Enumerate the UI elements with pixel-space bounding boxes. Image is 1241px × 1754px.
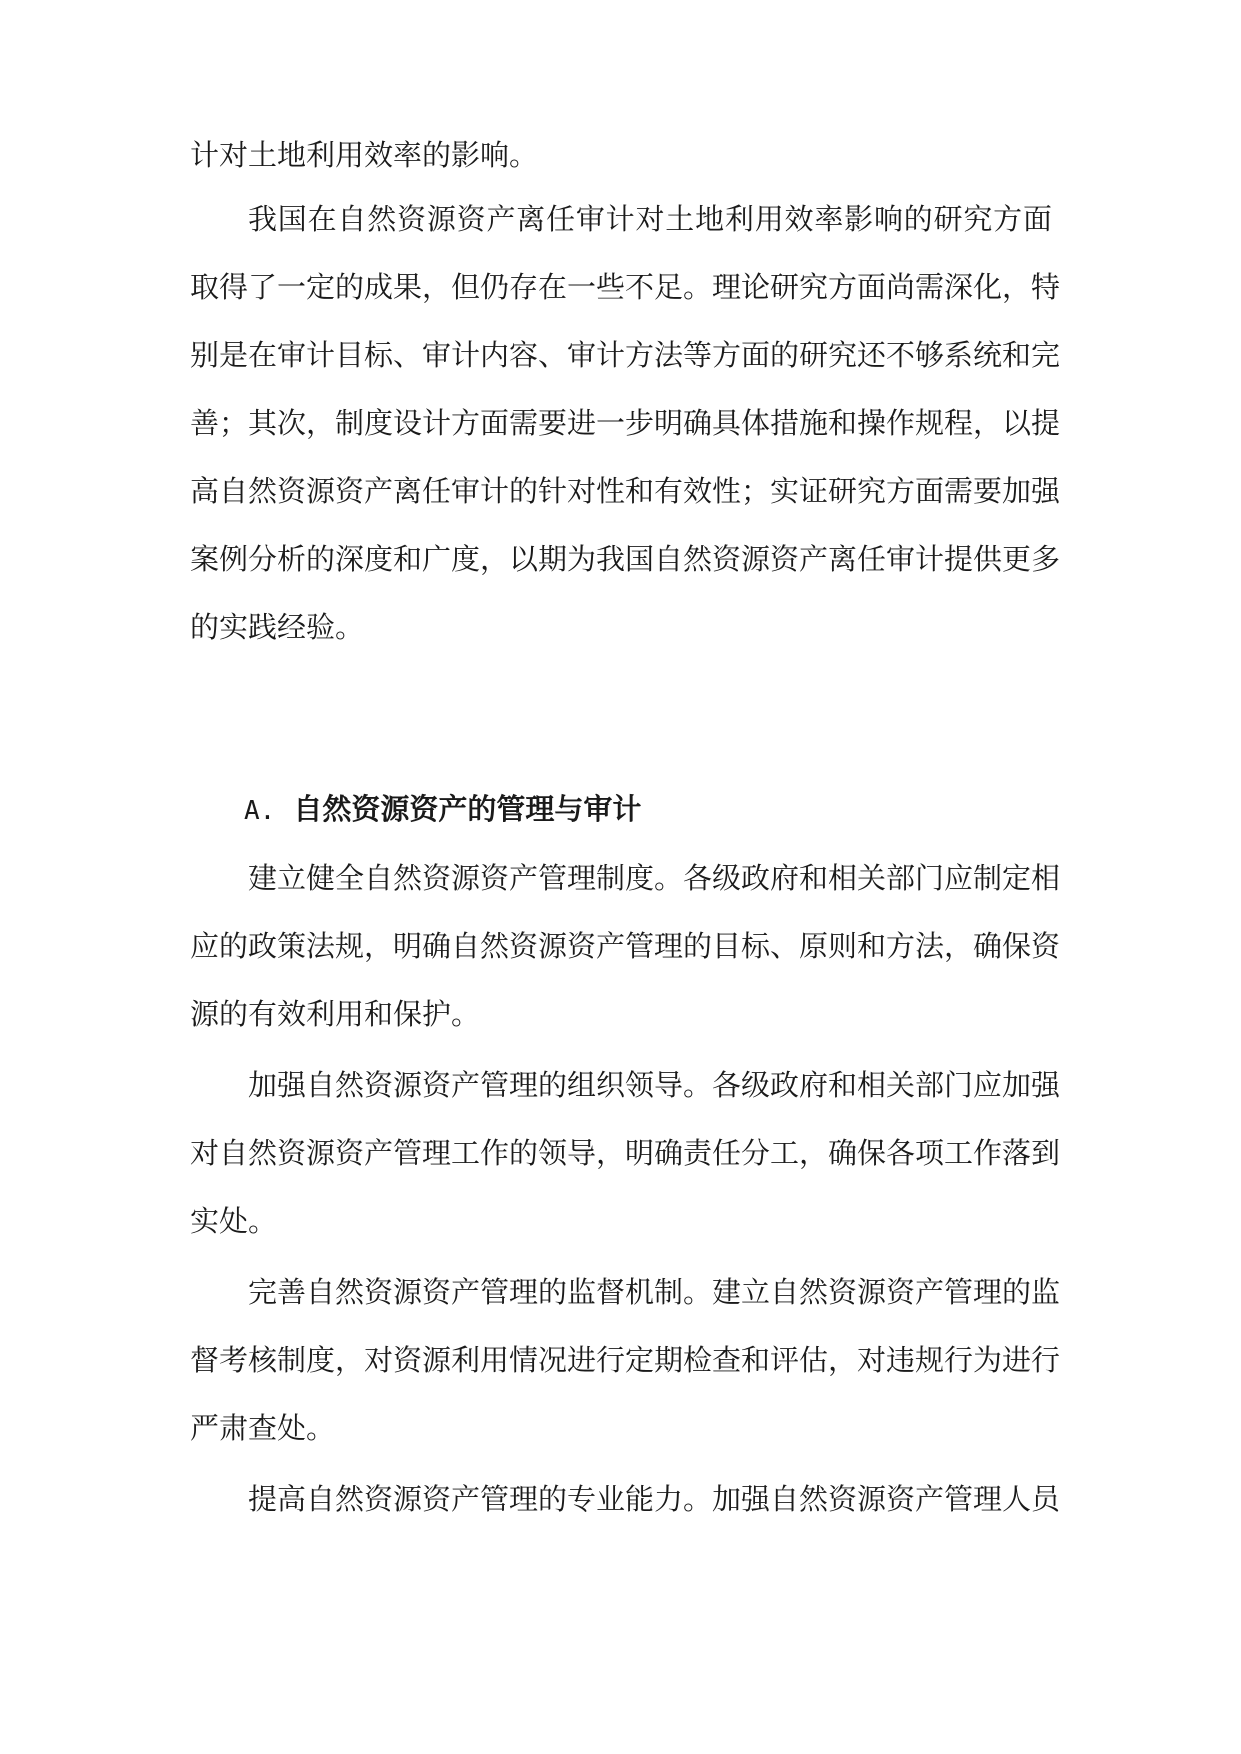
paragraph-line: 高自然资源资产离任审计的针对性和有效性；实证研究方面需要加强 xyxy=(190,474,1061,508)
section-title: 自然资源资产的管理与审计 xyxy=(293,792,642,826)
paragraph-line: 善；其次，制度设计方面需要进一步明确具体措施和操作规程，以提 xyxy=(190,406,1061,440)
paragraph-line: 完善自然资源资产管理的监督机制。建立自然资源资产管理的监 xyxy=(248,1275,1061,1309)
paragraph-line: 建立健全自然资源资产管理制度。各级政府和相关部门应制定相 xyxy=(248,861,1061,895)
section-number: A. xyxy=(244,796,276,826)
paragraph-line: 别是在审计目标、审计内容、审计方法等方面的研究还不够系统和完 xyxy=(190,338,1061,372)
paragraph-line: 督考核制度，对资源利用情况进行定期检查和评估，对违规行为进行 xyxy=(190,1343,1061,1377)
paragraph-line: 加强自然资源资产管理的组织领导。各级政府和相关部门应加强 xyxy=(248,1068,1061,1102)
paragraph-line: 取得了一定的成果，但仍存在一些不足。理论研究方面尚需深化，特 xyxy=(190,270,1061,304)
paragraph-line: 的实践经验。 xyxy=(190,610,365,644)
paragraph-line: 实处。 xyxy=(190,1204,278,1238)
section-heading xyxy=(244,789,641,829)
paragraph-line: 对自然资源资产管理工作的领导，明确责任分工，确保各项工作落到 xyxy=(190,1136,1061,1170)
paragraph-line: 严肃查处。 xyxy=(190,1411,336,1445)
paragraph-line: 案例分析的深度和广度，以期为我国自然资源资产离任审计提供更多 xyxy=(190,542,1061,576)
paragraph-line: 提高自然资源资产管理的专业能力。加强自然资源资产管理人员 xyxy=(248,1482,1061,1516)
paragraph-line: 源的有效利用和保护。 xyxy=(190,997,481,1031)
paragraph-line: 计对土地利用效率的影响。 xyxy=(190,138,539,172)
paragraph-line: 应的政策法规，明确自然资源资产管理的目标、原则和方法，确保资 xyxy=(190,929,1061,963)
paragraph-line: 我国在自然资源资产离任审计对土地利用效率影响的研究方面 xyxy=(248,202,1052,236)
